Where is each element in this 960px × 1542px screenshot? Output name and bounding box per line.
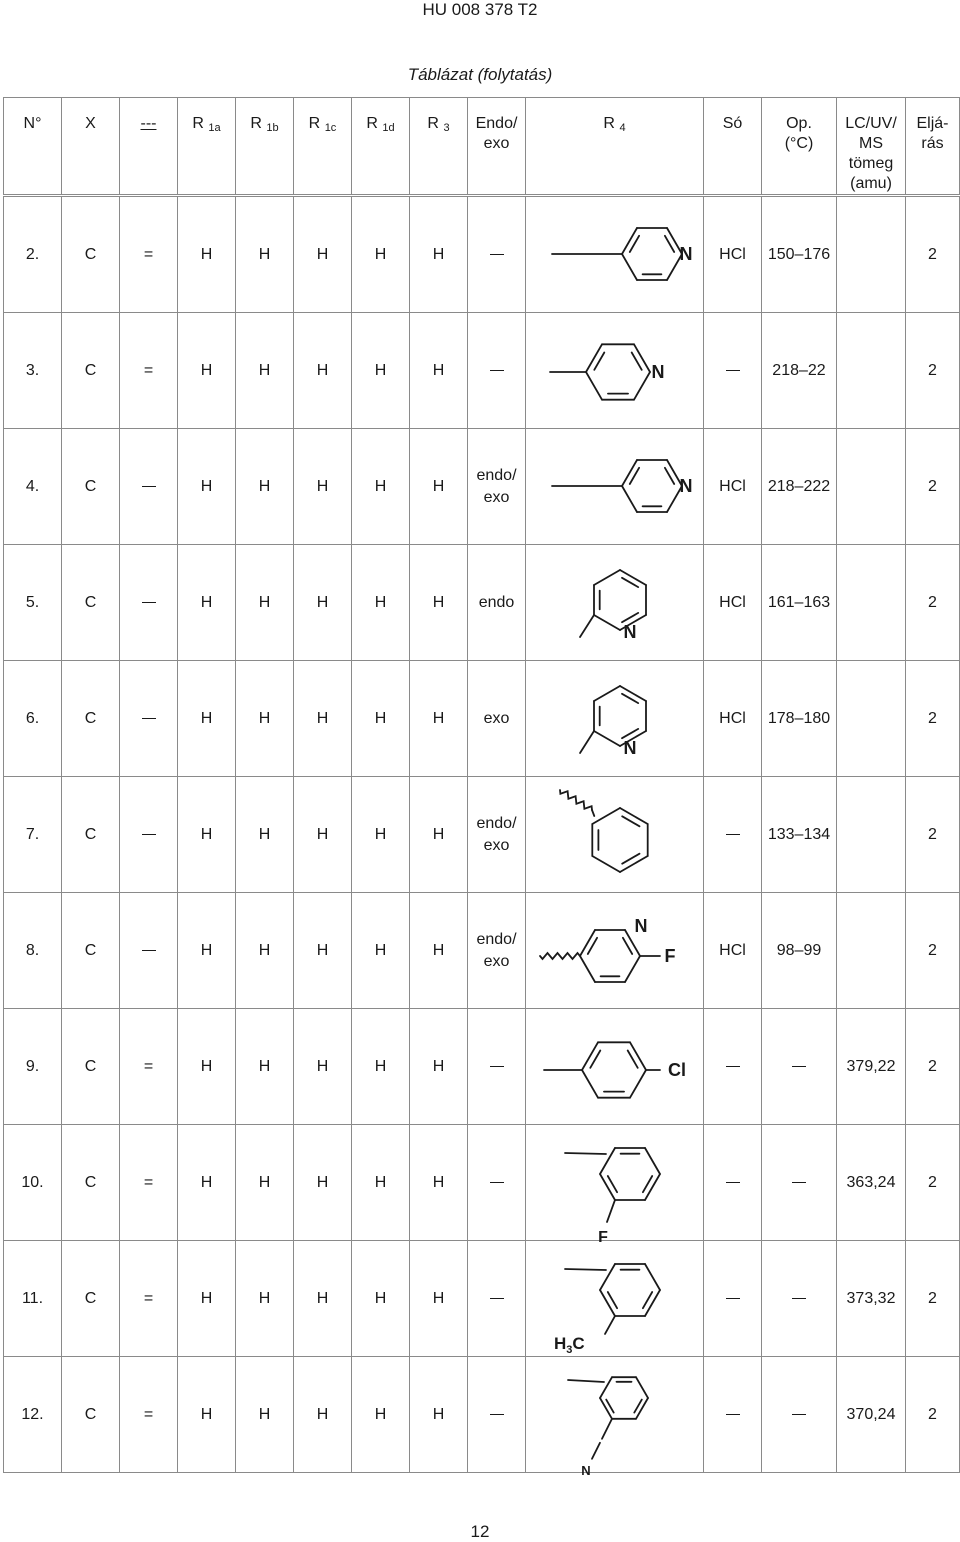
structure-diagram bbox=[540, 664, 690, 774]
cell-so: HCl bbox=[704, 196, 762, 313]
cell-r1b: H bbox=[236, 1125, 294, 1241]
cell-r1c: H bbox=[294, 1241, 352, 1357]
cell-n: 2. bbox=[4, 196, 62, 313]
cell-x: C bbox=[62, 196, 120, 313]
cell-x: C bbox=[62, 545, 120, 661]
dash-mark bbox=[726, 1182, 740, 1183]
r4-structure-cell bbox=[526, 661, 704, 777]
cell-eljaras: 2 bbox=[906, 313, 960, 429]
cell-r1d: H bbox=[352, 429, 410, 545]
dash-mark bbox=[490, 370, 504, 371]
cell-bond: = bbox=[120, 1241, 178, 1357]
cell-r1d: H bbox=[352, 1009, 410, 1125]
header-row bbox=[4, 98, 960, 196]
cell-r3: H bbox=[410, 1125, 468, 1241]
cell-lcms: 373,32 bbox=[837, 1241, 906, 1357]
cell-r1a: H bbox=[178, 661, 236, 777]
header-r1a: R $_{1a}$ bbox=[178, 98, 236, 196]
cell-r1c: H bbox=[294, 196, 352, 313]
structure-diagram bbox=[540, 1244, 690, 1354]
cell-lcms: 370,24 bbox=[837, 1357, 906, 1473]
header-procedure: Eljá- rás bbox=[906, 98, 960, 196]
cell-so bbox=[704, 1009, 762, 1125]
cell-r1a: H bbox=[178, 1357, 236, 1473]
cell-bond bbox=[120, 661, 178, 777]
cell-bond: = bbox=[120, 313, 178, 429]
cell-r1a: H bbox=[178, 545, 236, 661]
cell-r1a: H bbox=[178, 1125, 236, 1241]
cell-eljaras: 2 bbox=[906, 1009, 960, 1125]
cell-x: C bbox=[62, 313, 120, 429]
dash-mark bbox=[726, 370, 740, 371]
cell-eljaras: 2 bbox=[906, 545, 960, 661]
dash-mark bbox=[142, 834, 156, 835]
cell-r1d: H bbox=[352, 1357, 410, 1473]
cell-lcms: 379,22 bbox=[837, 1009, 906, 1125]
svg-text:F: F bbox=[664, 945, 675, 966]
structure-diagram bbox=[540, 1360, 690, 1478]
cell-lcms bbox=[837, 429, 906, 545]
cell-so bbox=[704, 1241, 762, 1357]
cell-op: 133–134 bbox=[762, 777, 837, 893]
cell-n: 7. bbox=[4, 777, 62, 893]
table-row bbox=[4, 661, 960, 777]
cell-so bbox=[704, 1125, 762, 1241]
cell-x: C bbox=[62, 777, 120, 893]
cell-lcms: 363,24 bbox=[837, 1125, 906, 1241]
structure-diagram bbox=[540, 1012, 690, 1122]
cell-n: 10. bbox=[4, 1125, 62, 1241]
dash-mark bbox=[142, 950, 156, 951]
cell-r1a: H bbox=[178, 429, 236, 545]
header-number: N° bbox=[4, 98, 62, 196]
cell-bond: = bbox=[120, 196, 178, 313]
cell-eljaras: 2 bbox=[906, 196, 960, 313]
cell-op: 218–222 bbox=[762, 429, 837, 545]
cell-eljaras: 2 bbox=[906, 1241, 960, 1357]
cell-r3: H bbox=[410, 1241, 468, 1357]
header-r1c: R $_{1c}$ bbox=[294, 98, 352, 196]
cell-n: 3. bbox=[4, 313, 62, 429]
cell-r1b: H bbox=[236, 545, 294, 661]
table-row bbox=[4, 1125, 960, 1241]
dash-mark bbox=[726, 1298, 740, 1299]
cell-eljaras: 2 bbox=[906, 777, 960, 893]
cell-r1b: H bbox=[236, 1009, 294, 1125]
cell-so bbox=[704, 777, 762, 893]
cell-r1d: H bbox=[352, 313, 410, 429]
cell-r1c: H bbox=[294, 545, 352, 661]
header-r4: R $_4$ bbox=[526, 98, 704, 196]
cell-endo bbox=[468, 1241, 526, 1357]
cell-r1a: H bbox=[178, 777, 236, 893]
cell-r1d: H bbox=[352, 1125, 410, 1241]
dash-mark bbox=[792, 1414, 806, 1415]
cell-r3: H bbox=[410, 893, 468, 1009]
cell-endo bbox=[468, 1357, 526, 1473]
r4-structure-cell bbox=[526, 196, 704, 313]
cell-r1b: H bbox=[236, 893, 294, 1009]
cell-r1b: H bbox=[236, 313, 294, 429]
dash-mark bbox=[726, 1066, 740, 1067]
cell-bond bbox=[120, 545, 178, 661]
table-row bbox=[4, 893, 960, 1009]
table-row bbox=[4, 429, 960, 545]
cell-op: 150–176 bbox=[762, 196, 837, 313]
dash-mark bbox=[490, 1414, 504, 1415]
cell-r1b: H bbox=[236, 1241, 294, 1357]
structure-diagram bbox=[540, 548, 690, 658]
r4-structure-cell bbox=[526, 1009, 704, 1125]
structure-diagram bbox=[540, 200, 690, 310]
cell-x: C bbox=[62, 1357, 120, 1473]
cell-op bbox=[762, 1357, 837, 1473]
svg-text:N: N bbox=[634, 915, 647, 936]
cell-r1c: H bbox=[294, 429, 352, 545]
cell-lcms bbox=[837, 661, 906, 777]
cell-r1a: H bbox=[178, 196, 236, 313]
cell-lcms bbox=[837, 313, 906, 429]
cell-r1b: H bbox=[236, 777, 294, 893]
cell-n: 11. bbox=[4, 1241, 62, 1357]
cell-lcms bbox=[837, 777, 906, 893]
r4-structure-cell bbox=[526, 313, 704, 429]
table-row bbox=[4, 545, 960, 661]
table-row bbox=[4, 1241, 960, 1357]
table-row bbox=[4, 196, 960, 313]
cell-lcms bbox=[837, 893, 906, 1009]
svg-text:F: F bbox=[597, 1228, 608, 1246]
header-r1d: R $_{1d}$ bbox=[352, 98, 410, 196]
cell-lcms bbox=[837, 545, 906, 661]
header-r3: R $_3$ bbox=[410, 98, 468, 196]
cell-r1d: H bbox=[352, 196, 410, 313]
cell-op: 178–180 bbox=[762, 661, 837, 777]
cell-r1c: H bbox=[294, 893, 352, 1009]
cell-r3: H bbox=[410, 661, 468, 777]
cell-r3: H bbox=[410, 545, 468, 661]
cell-x: C bbox=[62, 661, 120, 777]
svg-text:N: N bbox=[623, 737, 636, 758]
r4-structure-cell bbox=[526, 1125, 704, 1246]
cell-endo: endo bbox=[468, 545, 526, 661]
cell-x: C bbox=[62, 1009, 120, 1125]
cell-op: 218–22 bbox=[762, 313, 837, 429]
dash-mark bbox=[490, 1066, 504, 1067]
cell-endo: endo/ exo bbox=[468, 893, 526, 1009]
cell-r1b: H bbox=[236, 661, 294, 777]
structure-diagram bbox=[540, 432, 690, 542]
cell-so: HCl bbox=[704, 893, 762, 1009]
cell-op bbox=[762, 1125, 837, 1241]
cell-r1d: H bbox=[352, 1241, 410, 1357]
structure-diagram bbox=[540, 316, 690, 426]
cell-eljaras: 2 bbox=[906, 1357, 960, 1473]
cell-n: 4. bbox=[4, 429, 62, 545]
document-id: HU 008 378 T2 bbox=[422, 0, 538, 19]
cell-eljaras: 2 bbox=[906, 429, 960, 545]
cell-so: HCl bbox=[704, 661, 762, 777]
cell-x: C bbox=[62, 429, 120, 545]
cell-r1c: H bbox=[294, 777, 352, 893]
table-caption: Táblázat (folytatás) bbox=[407, 65, 553, 84]
svg-text:Cl: Cl bbox=[667, 1059, 686, 1080]
r4-structure-cell bbox=[526, 1357, 704, 1478]
cell-r3: H bbox=[410, 196, 468, 313]
cell-r1d: H bbox=[352, 893, 410, 1009]
cell-x: C bbox=[62, 1241, 120, 1357]
cell-bond bbox=[120, 893, 178, 1009]
cell-r1c: H bbox=[294, 661, 352, 777]
cell-so: HCl bbox=[704, 545, 762, 661]
cell-r1d: H bbox=[352, 661, 410, 777]
svg-text:N: N bbox=[580, 1462, 591, 1478]
dash-mark bbox=[726, 1414, 740, 1415]
dash-mark bbox=[792, 1298, 806, 1299]
cell-r1a: H bbox=[178, 313, 236, 429]
cell-r1b: H bbox=[236, 1357, 294, 1473]
cell-r1a: H bbox=[178, 1009, 236, 1125]
cell-r3: H bbox=[410, 429, 468, 545]
cell-bond bbox=[120, 429, 178, 545]
compound-table bbox=[3, 97, 960, 1478]
cell-bond: = bbox=[120, 1009, 178, 1125]
cell-endo bbox=[468, 313, 526, 429]
svg-text:N: N bbox=[679, 243, 692, 264]
cell-endo: endo/ exo bbox=[468, 429, 526, 545]
table-row bbox=[4, 777, 960, 893]
cell-bond: = bbox=[120, 1125, 178, 1241]
cell-r3: H bbox=[410, 1009, 468, 1125]
cell-r1c: H bbox=[294, 1357, 352, 1473]
dash-mark bbox=[490, 254, 504, 255]
structure-diagram bbox=[540, 780, 690, 890]
cell-r1d: H bbox=[352, 777, 410, 893]
header-lcms-mass: LC/UV/ MS tömeg (amu) bbox=[837, 98, 906, 196]
dash-mark bbox=[142, 486, 156, 487]
cell-r3: H bbox=[410, 313, 468, 429]
table-body bbox=[4, 196, 960, 1478]
page-number: 12 bbox=[470, 1522, 490, 1541]
structure-diagram bbox=[540, 896, 690, 1006]
cell-r3: H bbox=[410, 777, 468, 893]
cell-op: 161–163 bbox=[762, 545, 837, 661]
cell-endo bbox=[468, 1125, 526, 1241]
dash-mark bbox=[490, 1182, 504, 1183]
cell-lcms bbox=[837, 196, 906, 313]
cell-eljaras: 2 bbox=[906, 893, 960, 1009]
table-row bbox=[4, 313, 960, 429]
cell-n: 12. bbox=[4, 1357, 62, 1473]
header-x: X bbox=[62, 98, 120, 196]
cell-r3: H bbox=[410, 1357, 468, 1473]
dash-mark bbox=[142, 602, 156, 603]
cell-r1a: H bbox=[178, 893, 236, 1009]
cell-so bbox=[704, 1357, 762, 1473]
cell-so bbox=[704, 313, 762, 429]
cell-bond: = bbox=[120, 1357, 178, 1473]
cell-n: 9. bbox=[4, 1009, 62, 1125]
cell-endo bbox=[468, 196, 526, 313]
header-bond: --- bbox=[120, 98, 178, 196]
r4-structure-cell bbox=[526, 777, 704, 893]
header-r1b: R $_{1b}$ bbox=[236, 98, 294, 196]
svg-text:N: N bbox=[679, 475, 692, 496]
cell-n: 8. bbox=[4, 893, 62, 1009]
table-row bbox=[4, 1357, 960, 1473]
cell-r1b: H bbox=[236, 429, 294, 545]
header-endo-exo: Endo/ exo bbox=[468, 98, 526, 196]
cell-endo: exo bbox=[468, 661, 526, 777]
cell-r1a: H bbox=[178, 1241, 236, 1357]
header-salt: Só bbox=[704, 98, 762, 196]
svg-text:N: N bbox=[651, 361, 664, 382]
r4-structure-cell bbox=[526, 1241, 704, 1357]
cell-x: C bbox=[62, 1125, 120, 1241]
structure-diagram bbox=[540, 1128, 690, 1246]
header-melting-point: Op. (°C) bbox=[762, 98, 837, 196]
cell-r1b: H bbox=[236, 196, 294, 313]
dash-mark bbox=[142, 718, 156, 719]
dash-mark bbox=[726, 834, 740, 835]
cell-endo: endo/ exo bbox=[468, 777, 526, 893]
r4-structure-cell bbox=[526, 429, 704, 545]
cell-r1c: H bbox=[294, 313, 352, 429]
cell-op bbox=[762, 1241, 837, 1357]
cell-n: 6. bbox=[4, 661, 62, 777]
dash-mark bbox=[792, 1182, 806, 1183]
cell-bond bbox=[120, 777, 178, 893]
r4-structure-cell bbox=[526, 545, 704, 661]
cell-r1d: H bbox=[352, 545, 410, 661]
cell-so: HCl bbox=[704, 429, 762, 545]
svg-text:H3C: $H_3C$ bbox=[553, 1333, 585, 1356]
svg-text:N: N bbox=[623, 621, 636, 642]
dash-mark bbox=[490, 1298, 504, 1299]
dash-mark bbox=[792, 1066, 806, 1067]
cell-x: C bbox=[62, 893, 120, 1009]
cell-eljaras: 2 bbox=[906, 661, 960, 777]
table-row bbox=[4, 1009, 960, 1125]
cell-n: 5. bbox=[4, 545, 62, 661]
cell-eljaras: 2 bbox=[906, 1125, 960, 1241]
cell-r1c: H bbox=[294, 1125, 352, 1241]
cell-endo bbox=[468, 1009, 526, 1125]
r4-structure-cell bbox=[526, 893, 704, 1009]
cell-r1c: H bbox=[294, 1009, 352, 1125]
cell-op: 98–99 bbox=[762, 893, 837, 1009]
cell-op bbox=[762, 1009, 837, 1125]
